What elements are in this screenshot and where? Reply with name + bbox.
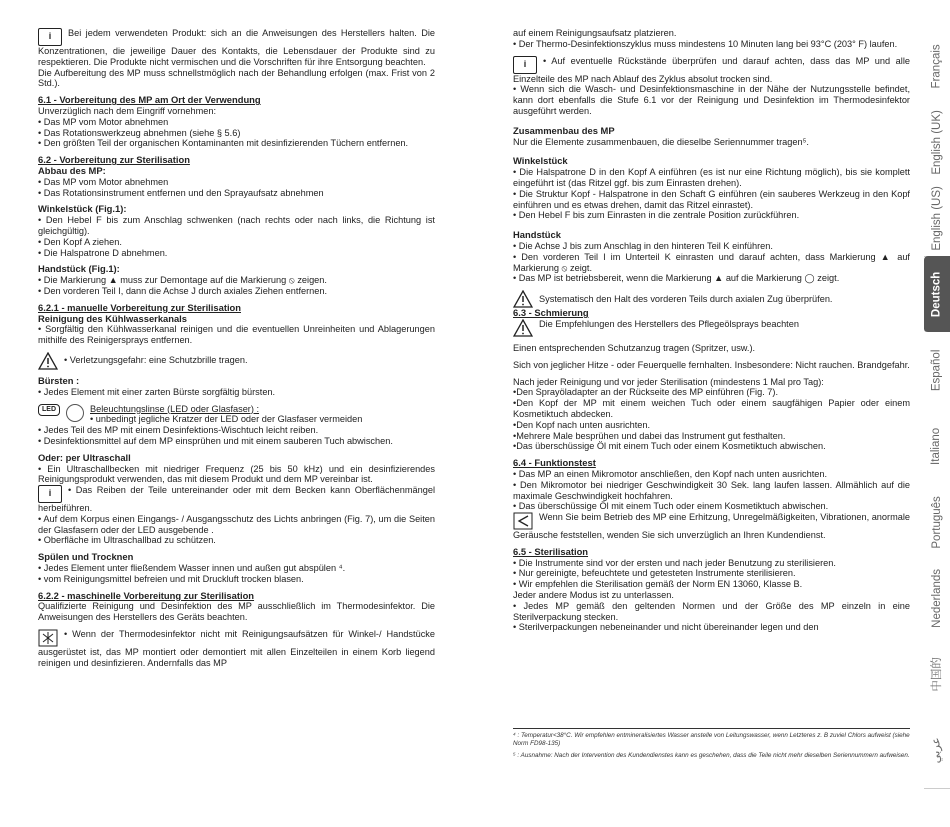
warning-row [513, 290, 910, 308]
bullet: • Die Instrumente sind vor der ersten und nach jeder Benutzung zu sterilisieren. [513, 557, 836, 568]
tab-english-us[interactable]: English (US) [924, 180, 950, 257]
bullet: •Das überschüssige Öl mit einem Tuch oder einem Kosmetiktuch abwischen. [513, 441, 826, 452]
text: Sich von jeglicher Hitze - oder Feuerquelle fernhalten. Insbesondere: Nicht rauchen. Brandgefahr. [513, 359, 910, 370]
bullet: • Nur gereinigte, befeuchtete und getesteten Instrumente sterilisieren. [513, 568, 796, 579]
section-6-1-title: 6.1 - Vorbereitung des MP am Ort der Verwendung [38, 94, 261, 106]
subheading: Handstück [513, 229, 561, 241]
right-column [513, 28, 910, 633]
bullet: •Den Kopf nach unten ausrichten. [513, 419, 651, 430]
tab-deutsch[interactable]: Deutsch [924, 256, 950, 333]
lens-icon [66, 404, 84, 422]
info-book-icon: i [38, 485, 62, 503]
warning-text: Die Empfehlungen des Herstellers des Pflegeölsprays beachten [539, 318, 799, 329]
subheading: Oder: per Ultraschall [38, 451, 131, 463]
info-book-icon: i [38, 28, 62, 46]
warning-icon [513, 319, 533, 337]
section-6-2-2-title: 6.2.2 - maschinelle Vorbereitung zur Sterilisation [38, 589, 255, 601]
bullet: • Das Rotationswerkzeug abnehmen (siehe § 5.6) [38, 127, 241, 138]
bullet: • Die Achse J bis zum Anschlag in den hinteren Teil K einführen. [513, 240, 773, 251]
intro-paragraph-2: Die Aufbereitung des MP muss schnellstmöglich nach der Behandlung erfolgen (max. Frist von 2 Std.). [38, 67, 435, 89]
bullet: • Die Halspatrone D in den Kopf A einführen (es ist nur eine Richtung möglich), bis sie komplett eingeführt ist (das Ritzel ggf. bis zum Einrasten drehen). [513, 167, 910, 188]
footnote-4: ⁴ : Temperatur<38°C. Wir empfehlen entmineralisiertes Wasser anstelle von Leitungswasser, wenn Letzteres z. B zuviel Chlors aufweist (siehe Norm FD98-135) [513, 732, 910, 747]
text: Jeder andere Modus ist zu unterlassen. [513, 590, 674, 601]
subheading: Bürsten : [38, 374, 80, 386]
bullet: • Desinfektionsmittel auf dem MP einsprühen und mit einem sauberen Tuch abwischen. [38, 435, 393, 446]
tab-arabic[interactable]: عربي [924, 712, 950, 789]
bullet: • vom Reinigungsmittel befreien und mit Druckluft trocken blasen. [38, 573, 304, 584]
footnote-5: ⁵ : Ausnahme: Nach der Intervention des Kundendienstes kann es geschehen, dass die Teile nicht mehr dieselben Seriennummern aufweisen. [513, 752, 910, 759]
bullet: • unbedingt jegliche Kratzer der LED oder der Glasfaser vermeiden [90, 414, 363, 425]
section-6-4-title: 6.4 - Funktionstest [513, 457, 596, 469]
bullet: • Auf dem Korpus einen Eingangs- / Ausgangsschutz des Lichts anbringen (Fig. 7), um die Seiten der Glasfasern oder der LED ausgebende . [38, 513, 435, 535]
tab-portugues[interactable]: Português [924, 484, 950, 561]
section-6-3-title: 6.3 - Schmierung [513, 307, 589, 319]
bullet: • Das MP vom Motor abnehmen [38, 176, 169, 187]
bullet: • Der Thermo-Desinfektionszyklus muss mindestens 10 Minuten lang bei 93°C (203° F) laufen. [513, 38, 898, 49]
bullet: •Den Sprayöladapter an der Rückseite des MP einführen (Fig. 7). [513, 387, 779, 398]
warning-icon [38, 352, 58, 370]
text: Unverzüglich nach dem Eingriff vornehmen: [38, 105, 217, 116]
text: Einen entsprechenden Schutzanzug tragen (Spritzer, usw.). [513, 342, 756, 353]
bullet: • Das MP an einen Mikromotor anschließen, den Kopf nach unten ausrichten. [513, 468, 828, 479]
tab-nederlands[interactable]: Nederlands [924, 560, 950, 637]
intro-paragraph: i Bei jedem verwendeten Produkt: sich an die Anweisungen des Herstellers halten. Die Konzentrationen, die jeweilige Dauer des Kontakts, die Lebensdauer der Produkte sind zu respektieren. Die Produkte nicht vermischen und die Vorschriften für ihre Entsorgung beachten. [38, 28, 435, 67]
bullet: • Jedes MP gemäß den geltenden Normen und der Größe des MP einzeln in eine Sterilverpackung stecken. [513, 600, 910, 622]
bullet: • Die Struktur Kopf - Halspatrone in den Schaft G einführen (ein sauberes Werkzeug in den Kopf einführen und es etwas drehen, damit das Ritzel einrastet). [513, 188, 910, 210]
bullet: • Den vorderen Teil I, dann die Achse J durch axiales Ziehen entfernen. [38, 285, 328, 296]
bullet: • Das MP ist betriebsbereit, wenn die Markierung ▲ auf die Markierung ◯ zeigt. [513, 273, 840, 284]
bullet: • Oberfläche im Ultraschallbad zu schützen. [38, 535, 216, 546]
subheading: Handstück (Fig.1): [38, 263, 120, 275]
subheading: Spülen und Trocknen [38, 551, 134, 563]
bullet: • Den größten Teil der organischen Kontaminanten mit desinfizierenden Tüchern entfernen. [38, 138, 409, 149]
bullet: • Das MP vom Motor abnehmen [38, 116, 169, 127]
tab-francais[interactable]: Français [924, 28, 950, 105]
text: auf einem Reinigungsaufsatz platzieren. [513, 28, 677, 38]
tab-english-uk[interactable]: English (UK) [924, 104, 950, 181]
thermo-disinfector-icon [38, 629, 58, 647]
bullet: • Jedes Element mit einer zarten Bürste sorgfältig bürsten. [38, 386, 276, 397]
bullet: • Das überschüssige Öl mit einem Tuch oder einem Kosmetiktuch abwischen. [513, 501, 829, 512]
bullet: • Den vorderen Teil I im Unterteil K einrasten und darauf achten, dass Markierung ▲ auf Markierung ⦸ zeigt. [513, 251, 910, 273]
warning-text: • Verletzungsgefahr: eine Schutzbrille tragen. [64, 354, 248, 365]
warning-text: Systematisch den Halt des vorderen Teils durch axialen Zug überprüfen. [539, 294, 833, 305]
left-column [38, 28, 435, 669]
note: • Wenn der Thermodesinfektor nicht mit Reinigungsaufsätzen für Winkel-/ Handstücke ausgerüstet ist, das MP montiert oder demontiert mit allen Einzelteilen in einem Korb liegend reinigen und desinfizieren. Andernfalls das MP [38, 629, 435, 668]
text: Qualifizierte Reinigung und Desinfektion des MP ausschließlich im Thermodesinfektor. Die Anweisungen des Herstellers des Geräts beachten. [38, 601, 435, 623]
bullet: • Wir empfehlen die Sterilisation gemäß der Norm EN 13060, Klasse B. [513, 579, 803, 590]
led-row [38, 404, 435, 426]
tab-chinese[interactable]: 中国的 [924, 636, 950, 713]
info-book-icon: i [513, 56, 537, 74]
warning-row [513, 319, 910, 337]
subheading: Reinigung des Kühlwasserkanals [38, 312, 188, 324]
section-6-2-1-title: 6.2.1 - manuelle Vorbereitung zur Sterilisation [38, 301, 241, 313]
footnote-divider [513, 728, 910, 729]
subheading: Zusammenbau des MP [513, 124, 615, 136]
bullet: • Sorgfältig den Kühlwasserkanal reinigen und die eventuellen Unreinheiten und Ablagerungen mithilfe des Reinigersprays entfernen. [38, 324, 435, 346]
bullet: • Den Hebel F bis zum Anschlag schwenken (nach rechts oder nach links, die Richtung ist gleichgültig). [38, 215, 435, 236]
note: i • Auf eventuelle Rückstände überprüfen und darauf achten, dass das MP und alle Einzelteile des MP nach Ablauf des Zyklus absolut trocken sind. [513, 55, 910, 84]
bullet: • Das Rotationsinstrument entfernen und den Sprayaufsatz abnehmen [38, 187, 324, 198]
bullet: • Ein Ultraschallbecken mit niedriger Frequenz (25 bis 50 kHz) und ein desinfizierendes Reinigungsprodukt verwenden, das mit diesem Produkt und dem MP vereinbar ist. [38, 463, 435, 485]
led-title: Beleuchtungslinse (LED oder Glasfaser) : [90, 403, 260, 414]
bullet: • Sterilverpackungen nebeneinander und nicht übereinander legen und den [513, 622, 819, 633]
subheading: Winkelstück (Fig.1): [38, 203, 127, 215]
bullet: • Jedes Element unter fließendem Wasser innen und außen gut abspülen ⁴. [38, 563, 346, 574]
bullet: •Mehrere Male besprühen und dabei das Instrument gut festhalten. [513, 430, 786, 441]
bullet: • Die Halspatrone D abnehmen. [38, 247, 168, 258]
led-icon: LED [38, 404, 60, 416]
text: Nach jeder Reinigung und vor jeder Sterilisation (mindestens 1 Mal pro Tag): [513, 376, 824, 387]
section-6-2-title: 6.2 - Vorbereitung zur Sterilisation [38, 154, 190, 166]
warning-row [38, 352, 435, 370]
service-icon [513, 512, 533, 530]
bullet: • Die Markierung ▲ muss zur Demontage auf die Markierung ⦸ zeigen. [38, 275, 327, 286]
bullet: • Wenn sich die Wasch- und Desinfektionsmaschine in der Nähe der Nutzungsstelle befindet, kann dort ebenfalls die Stufe 6.1 vor der Reinigung und Desinfektion im Thermodesinfektor ausgeführt werden. [513, 84, 910, 116]
subheading: Abbau des MP: [38, 164, 106, 176]
section-6-5-title: 6.5 - Sterilisation [513, 545, 589, 557]
tab-espanol[interactable]: Español [924, 332, 950, 409]
bullet: •Den Kopf der MP mit einem weichen Tuch oder einem saugfähigen Papier oder einem Kosmetiktuch abdecken. [513, 398, 910, 419]
bullet: • Den Kopf A ziehen. [38, 236, 122, 247]
note: Wenn Sie beim Betrieb des MP eine Erhitzung, Unregelmäßigkeiten, Vibrationen, anormale Geräusche feststellen, wenden Sie sich unverzüglich an Ihren Kundendienst. [513, 512, 910, 541]
bullet: • Den Hebel F bis zum Einrasten in die zentrale Position zurückführen. [513, 210, 800, 221]
bullet: • Den Mikromotor bei niedriger Geschwindigkeit 30 Sek. lang laufen lassen. Allmählich auf die maximale Geschwindigkeit hochfahren. [513, 479, 910, 501]
bullet: • Jedes Teil des MP mit einem Desinfektions-Wischtuch leicht reiben. [38, 425, 319, 436]
warning-icon [513, 290, 533, 308]
subheading: Winkelstück [513, 155, 568, 167]
note: i • Das Reiben der Teile untereinander oder mit dem Becken kann Oberflächenmängel herbeiführen. [38, 485, 435, 514]
text: Nur die Elemente zusammenbauen, die dieselbe Seriennummer tragen⁵. [513, 136, 809, 147]
tab-italiano[interactable]: Italiano [924, 408, 950, 485]
